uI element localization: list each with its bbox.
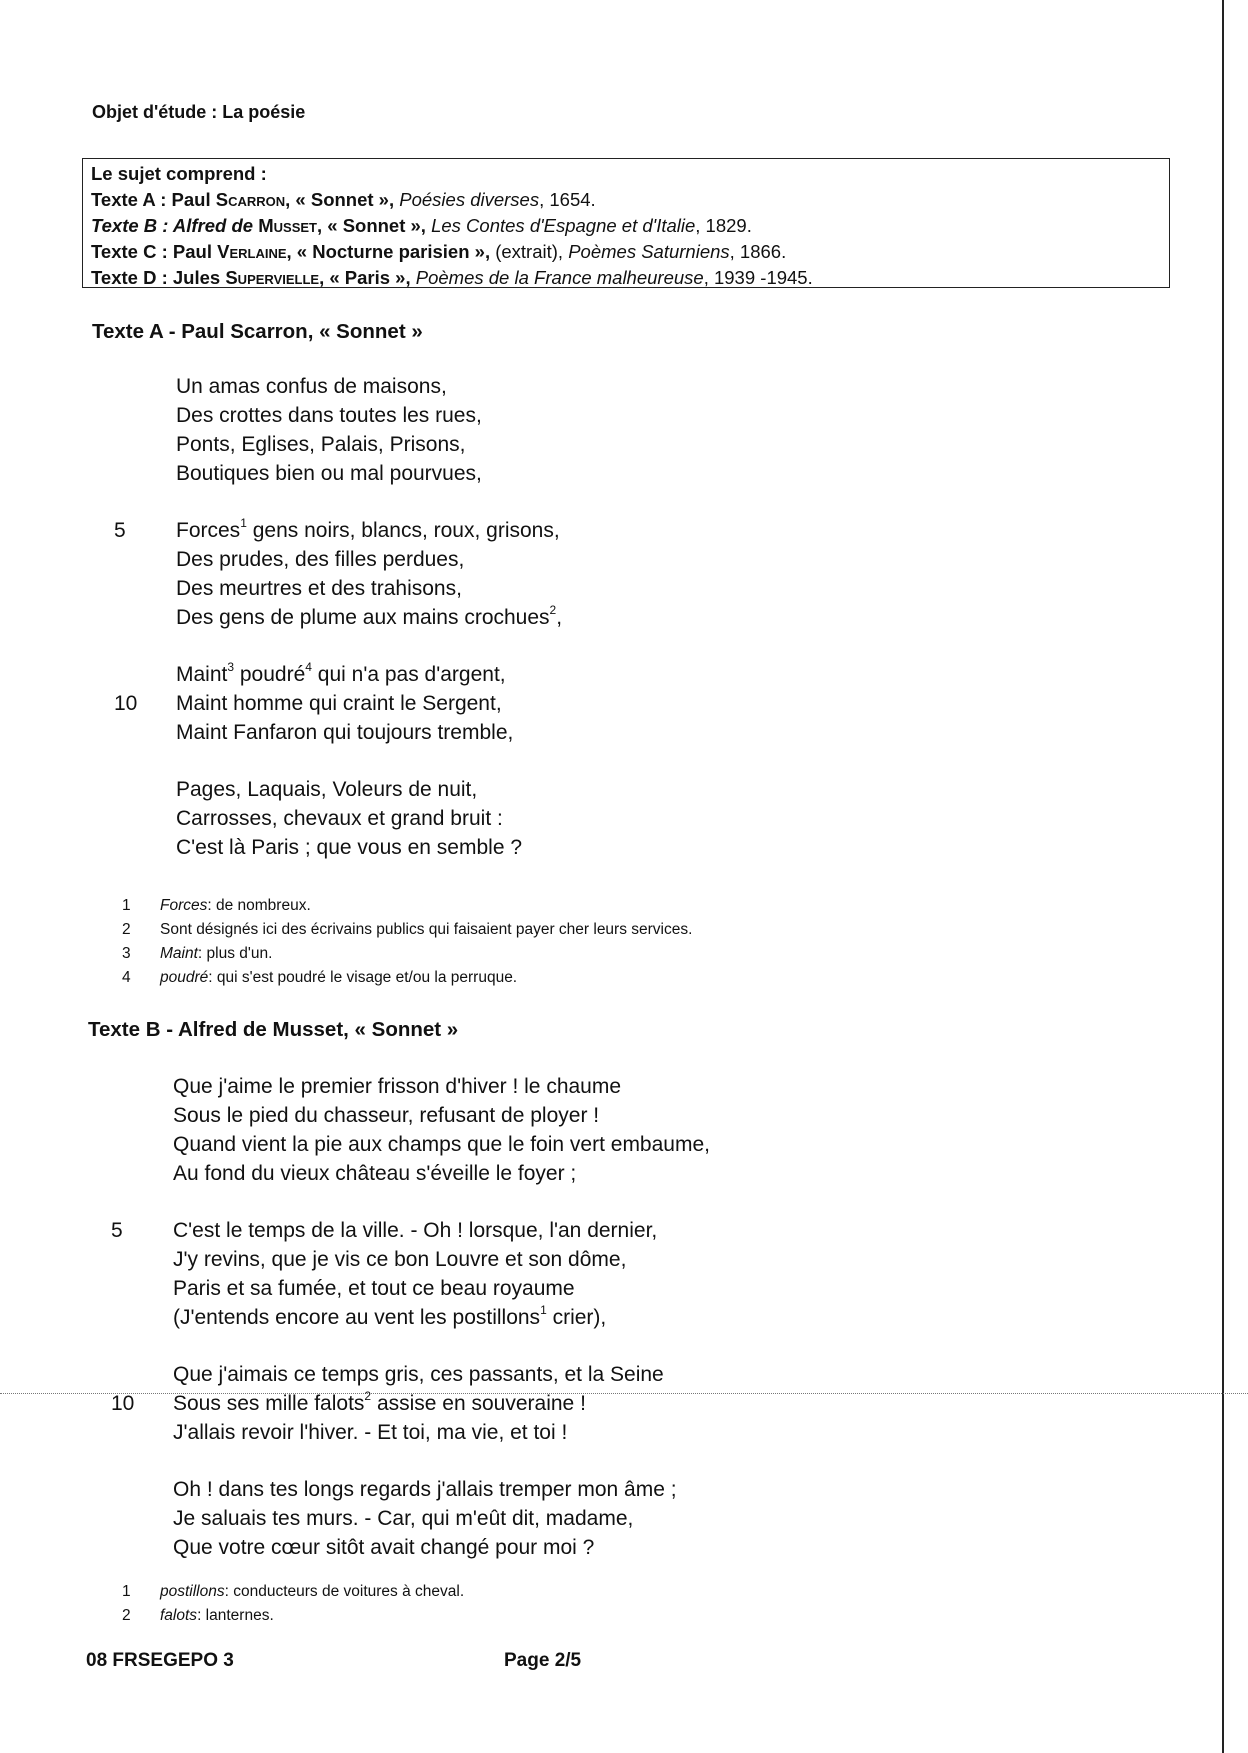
page-number: Page 2/5 [504, 1650, 582, 1671]
objet-etude: Objet d'étude : La poésie [92, 102, 306, 122]
sujet-box [82, 158, 1170, 288]
sujet-intro: Le sujet comprend : [91, 163, 267, 184]
sujet-texte-d: Texte D : Jules Supervielle, « Paris », Poèmes de la France malheureuse, 1939 -1945. [91, 267, 813, 288]
poem-line: Maint Fanfaron qui toujours tremble, [176, 721, 514, 744]
footnote: 4 poudré : qui s'est poudré le visage et/ou la perruque. [122, 969, 518, 986]
line-number: 10 [111, 1392, 135, 1415]
poem-line: 10 Sous ses mille falots$^2$ assise en souveraine ! [173, 1389, 710, 1418]
texte-a-notes [122, 894, 692, 990]
texte-a-heading: Texte A - Paul Scarron, « Sonnet » [92, 320, 423, 343]
poem-line: C'est là Paris ; que vous en semble ? [176, 836, 523, 859]
poem-line: Paris et sa fumée, et tout ce beau royaume [173, 1277, 575, 1300]
footnote: 3 Maint : plus d'un. [122, 945, 273, 962]
poem-line: Carrosses, chevaux et grand bruit : [176, 807, 503, 830]
sujet-texte-c: Texte C : Paul Verlaine, « Nocturne parisien », (extrait), Poèmes Saturniens, 1866. [91, 241, 787, 262]
scan-edge-line [1222, 0, 1224, 1753]
footnote: 2 falots : lanternes. [122, 1607, 274, 1624]
poem-line: Des meurtres et des trahisons, [176, 577, 462, 600]
poem-line: Je saluais tes murs. - Car, qui m'eût dit, madame, [173, 1507, 634, 1530]
texte-a-poem [114, 372, 563, 862]
poem-line: Au fond du vieux château s'éveille le foyer ; [173, 1162, 577, 1185]
texte-b-poem [111, 1072, 710, 1562]
document-code: 08 FRSEGEPO 3 [86, 1650, 234, 1671]
poem-line: Que j'aimais ce temps gris, ces passants, et la Seine [173, 1363, 664, 1386]
poem-line: 5 Forces$^1$ gens noirs, blancs, roux, grisons, [176, 516, 562, 545]
poem-line: Que j'aime le premier frisson d'hiver ! le chaume [173, 1075, 622, 1098]
footnote: 2 Sont désignés ici des écrivains publics qui faisaient payer cher leurs services. [122, 921, 693, 938]
poem-line: Oh ! dans tes longs regards j'allais tremper mon âme ; [173, 1478, 677, 1501]
poem-line: 5 C'est le temps de la ville. - Oh ! lorsque, l'an dernier, [173, 1216, 710, 1245]
poem-line: Quand vient la pie aux champs que le foin vert embaume, [173, 1133, 710, 1156]
poem-line: Un amas confus de maisons, [176, 375, 447, 398]
footnote: 1 postillons : conducteurs de voitures à cheval. [122, 1583, 465, 1600]
poem-line: Boutiques bien ou mal pourvues, [176, 462, 482, 485]
poem-line: 10 Maint homme qui craint le Sergent, [176, 689, 562, 718]
sujet-texte-b: Texte B : Alfred de Musset, « Sonnet », Les Contes d'Espagne et d'Italie, 1829. [91, 215, 752, 236]
poem-line: Des prudes, des filles perdues, [176, 548, 465, 571]
line-number: 5 [111, 1219, 123, 1242]
poem-line: Maint$^3$ poudré$^4$ qui n'a pas d'argent, [176, 660, 506, 686]
line-number: 5 [114, 519, 126, 542]
texte-b-notes [122, 1580, 464, 1628]
poem-line: Sous le pied du chasseur, refusant de ployer ! [173, 1104, 600, 1127]
poem-line: Que votre cœur sitôt avait changé pour moi ? [173, 1536, 595, 1559]
line-number: 10 [114, 692, 138, 715]
poem-line: Des gens de plume aux mains crochues$^2$, [176, 603, 563, 629]
poem-line: Ponts, Eglises, Palais, Prisons, [176, 433, 466, 456]
texte-b-heading: Texte B - Alfred de Musset, « Sonnet » [88, 1018, 459, 1041]
footnote: 1 Forces : de nombreux. [122, 897, 311, 914]
poem-line: J'y revins, que je vis ce bon Louvre et son dôme, [173, 1248, 627, 1271]
poem-line: (J'entends encore au vent les postillons$^1$ crier), [173, 1303, 607, 1329]
sujet-texte-a: Texte A : Paul Scarron, « Sonnet », Poésies diverses, 1654. [91, 189, 596, 210]
poem-line: Des crottes dans toutes les rues, [176, 404, 482, 427]
poem-line: Pages, Laquais, Voleurs de nuit, [176, 778, 478, 801]
poem-line: J'allais revoir l'hiver. - Et toi, ma vie, et toi ! [173, 1421, 568, 1444]
